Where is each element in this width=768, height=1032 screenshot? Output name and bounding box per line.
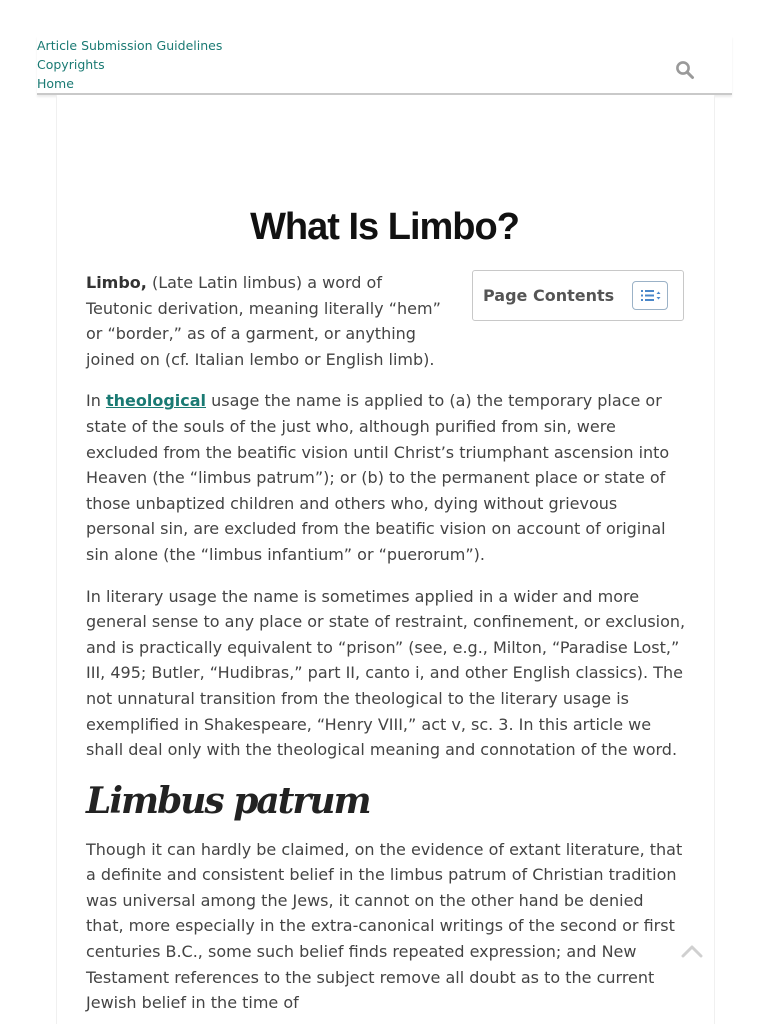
search-icon[interactable] xyxy=(675,60,695,80)
nav-link-home[interactable]: Home xyxy=(37,76,74,91)
theological-prefix: In xyxy=(86,391,106,411)
link-theological[interactable]: theological xyxy=(105,391,207,411)
theological-text: usage the name is applied to (a) the temporary place or state of the souls of the just who, although purified from sin, were excluded from the beatific vision until Christ’s triumphant ascension into Heaven (the “limbus patrum”); or (b) to the permanent place or state of those unbaptized children and others who, dying without grievous personal sin, are excluded from the beatific vision on account of original sin alone (the “limbus infantium” or “puerorum”). xyxy=(86,391,670,564)
nav-item-home[interactable] xyxy=(37,74,732,93)
nav-item-copyrights[interactable] xyxy=(37,55,732,74)
list-toggle-icon xyxy=(633,282,667,309)
nav-link-copyrights[interactable]: Copyrights xyxy=(37,57,105,72)
intro-text: (Late Latin limbus) a word of Teutonic derivation, meaning literally “hem” or “border,” as of a garment, or anything joined on (cf. Italian lembo or English limb). xyxy=(86,273,441,369)
nav-menu xyxy=(37,36,732,93)
paragraph-theological xyxy=(86,388,686,567)
chevron-up-icon[interactable] xyxy=(681,943,703,959)
table-of-contents xyxy=(472,270,684,321)
section-heading-limbus-patrum: Limbus patrum xyxy=(86,779,370,822)
toc-toggle-button[interactable] xyxy=(632,281,668,310)
paragraph-literary: In literary usage the name is sometimes applied in a wider and more general sense to any place or state of restraint, confinement, or exclusion, and is practically equivalent to “prison” (see, e.g., Milton, “Paradise Lost,” III, 495; Butler, “Hudibras,” part II, canto i, and other English classics). The not unnatural transition from the theological to the literary usage is exemplified in Shakespeare, “Henry VIII,” act v, sc. 3. In this article we shall deal only with the theological meaning and connotation of the word. xyxy=(86,586,686,760)
article-content xyxy=(86,270,686,1032)
paragraph-limbus-patrum: Though it can hardly be claimed, on the evidence of extant literature, that a definite and consistent belief in the limbus patrum of Christian tradition was universal among the Jews, it cannot on the other hand be denied that, more especially in the extra-canonical writings of the second or first centuries B.C., some such belief finds repeated expression; and New Testament references to the subject remove all doubt as to the current Jewish belief in the time of xyxy=(86,839,683,1013)
top-navigation xyxy=(37,36,732,95)
page-title: What Is Limbo? xyxy=(250,206,519,248)
nav-link-article-submission-guidelines[interactable]: Article Submission Guidelines xyxy=(37,38,223,53)
nav-item-article-submission-guidelines[interactable] xyxy=(37,36,732,55)
toc-title: Page Contents xyxy=(483,286,615,305)
term-limbo: Limbo, xyxy=(86,273,147,292)
